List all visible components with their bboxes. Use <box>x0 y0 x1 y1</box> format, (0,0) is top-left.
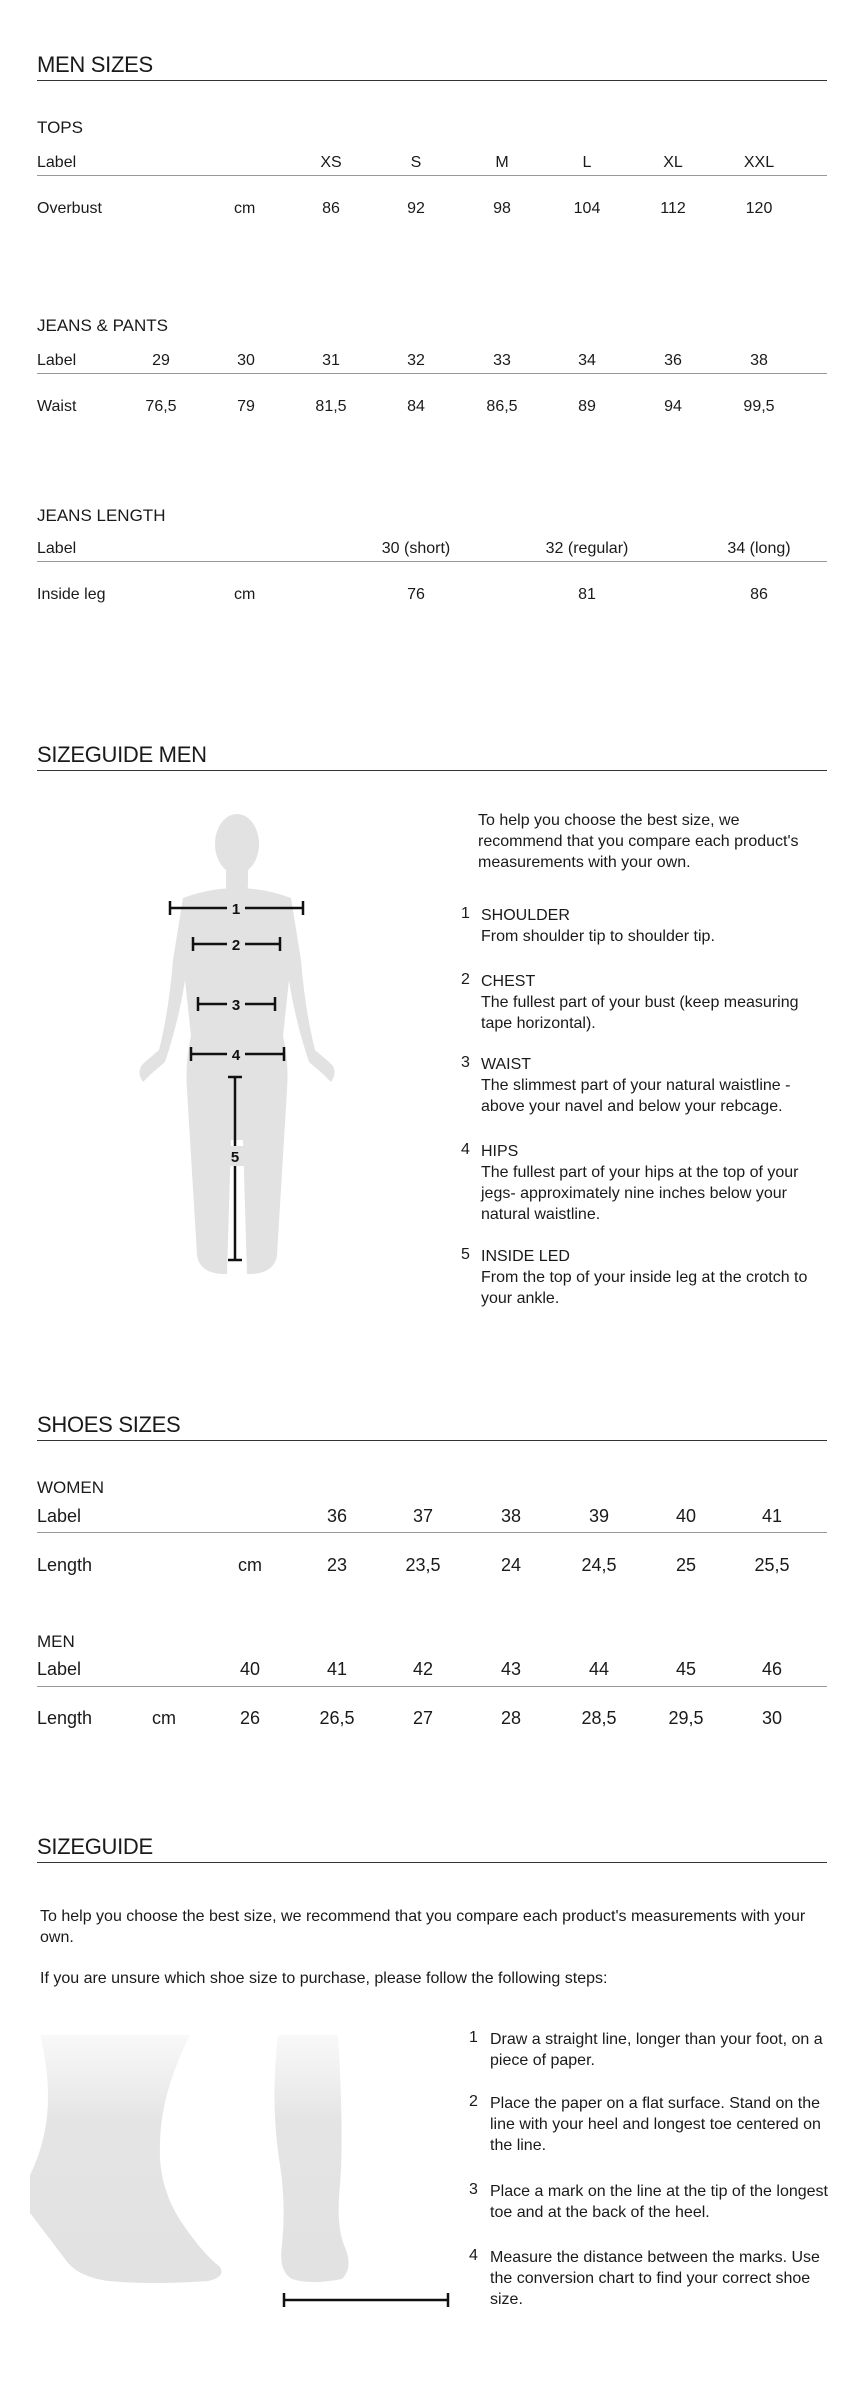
table-row-name: Length <box>37 1555 93 1575</box>
table-cell: 120 <box>745 200 773 217</box>
table-header-label: Label <box>37 1506 82 1526</box>
table-header-cell: L <box>582 154 592 171</box>
list-item-number: 2 <box>469 2093 478 2110</box>
list-item-number: 4 <box>469 2247 478 2264</box>
body-figure <box>125 800 355 1300</box>
table-cell: 25 <box>675 1555 697 1575</box>
list-item-desc: The fullest part of your hips at the top of your jegs- approximately nine inches below your natural waistline. <box>481 1164 799 1223</box>
table-header-cell: 32 (regular) <box>545 540 629 557</box>
list-item-number: 3 <box>461 1054 470 1071</box>
table-cell: 76 <box>407 586 425 603</box>
list-item-number: 4 <box>461 1141 470 1158</box>
table-cell: 29,5 <box>668 1708 704 1728</box>
table-header-cell: 43 <box>500 1659 522 1679</box>
table-header-cell: 36 <box>326 1506 348 1526</box>
table-header-cell: 34 <box>578 352 596 369</box>
table-row-name: Overbust <box>37 200 102 217</box>
table-divider <box>37 1686 827 1687</box>
table-row-name: Inside leg <box>37 586 106 603</box>
table-cell: 27 <box>412 1708 434 1728</box>
figure-mark-2: 2 <box>231 937 241 954</box>
table-header-cell: 46 <box>761 1659 783 1679</box>
table-cell: 92 <box>407 200 425 217</box>
table-row-unit: cm <box>152 1708 176 1728</box>
table-header-cell: 36 <box>664 352 682 369</box>
table-header-cell: 41 <box>761 1506 783 1526</box>
list-item: Draw a straight line, longer than your foot, on a piece of paper. <box>490 2031 823 2069</box>
table-header-label: Label <box>37 352 77 369</box>
table-header-cell: XL <box>663 154 683 171</box>
table-divider <box>37 373 827 374</box>
sizeguide-instructions: If you are unsure which shoe size to purchase, please follow the following steps: <box>40 1970 608 1987</box>
list-item <box>481 1246 829 1309</box>
table-divider <box>37 1532 827 1533</box>
feet-illustration <box>30 2035 460 2335</box>
table-row-unit: cm <box>234 586 256 603</box>
list-item-number: 2 <box>461 971 470 988</box>
table-header-cell: 40 <box>239 1659 261 1679</box>
figure-mark-3: 3 <box>231 997 241 1014</box>
table-cell: 76,5 <box>145 398 177 415</box>
table-header-cell: XS <box>320 154 342 171</box>
table-cell: 28 <box>500 1708 522 1728</box>
table-cell: 86 <box>322 200 340 217</box>
table-row-unit: cm <box>234 200 256 217</box>
list-item-title: HIPS <box>481 1143 519 1160</box>
table-cell: 81 <box>578 586 596 603</box>
list-item-desc: The slimmest part of your natural waistline - above your navel and below your rebcage. <box>481 1077 791 1115</box>
list-item-title: INSIDE LED <box>481 1248 570 1265</box>
table-header-cell: M <box>495 154 509 171</box>
table-header-cell: 34 (long) <box>727 540 791 557</box>
table-cell: 23 <box>326 1555 348 1575</box>
table-divider <box>37 561 827 562</box>
list-item-desc: The fullest part of your bust (keep measuring tape horizontal). <box>481 994 799 1032</box>
men-sizes-title: MEN SIZES <box>37 52 827 81</box>
table-cell: 28,5 <box>581 1708 617 1728</box>
table-header-cell: 40 <box>675 1506 697 1526</box>
list-item-desc: From the top of your inside leg at the crotch to your ankle. <box>481 1269 808 1307</box>
table-header-cell: 44 <box>588 1659 610 1679</box>
list-item <box>481 1054 829 1117</box>
list-item-number: 1 <box>461 905 470 922</box>
list-item <box>481 1141 829 1225</box>
list-item-title: SHOULDER <box>481 907 570 924</box>
table-cell: 24,5 <box>581 1555 617 1575</box>
table-header-cell: S <box>410 154 422 171</box>
list-item-number: 3 <box>469 2181 478 2198</box>
table-row-unit: cm <box>238 1555 262 1575</box>
shoes-sizes-title: SHOES SIZES <box>37 1412 827 1441</box>
table-cell: 86 <box>750 586 768 603</box>
table-divider <box>37 175 827 176</box>
figure-mark-4: 4 <box>231 1047 241 1064</box>
table-cell: 98 <box>493 200 511 217</box>
figure-mark-1: 1 <box>231 901 241 918</box>
table-header-cell: 37 <box>412 1506 434 1526</box>
table-header-cell: 38 <box>750 352 768 369</box>
table-cell: 26 <box>239 1708 261 1728</box>
table-row-name: Length <box>37 1708 93 1728</box>
table-cell: 23,5 <box>405 1555 441 1575</box>
list-item-title: CHEST <box>481 973 536 990</box>
table-cell: 30 <box>761 1708 783 1728</box>
list-item: Place a mark on the line at the tip of the longest toe and at the back of the heel. <box>490 2183 828 2221</box>
list-item <box>481 905 829 947</box>
table-header-cell: 32 <box>407 352 425 369</box>
table-header-cell: XXL <box>743 154 775 171</box>
table-cell: 104 <box>573 200 601 217</box>
table-header-cell: 31 <box>322 352 340 369</box>
table-cell: 24 <box>500 1555 522 1575</box>
table-cell: 89 <box>578 398 596 415</box>
table-header-cell: 29 <box>152 352 170 369</box>
list-item: Place the paper on a flat surface. Stand on the line with your heel and longest toe centered on the line. <box>490 2095 821 2154</box>
table-cell: 84 <box>407 398 425 415</box>
jeans-pants-title: JEANS & PANTS <box>37 316 168 335</box>
table-cell: 81,5 <box>315 398 347 415</box>
table-header-label: Label <box>37 1659 82 1679</box>
list-item: Measure the distance between the marks. Use the conversion chart to find your correct shoe size. <box>490 2249 820 2308</box>
table-header-cell: 38 <box>500 1506 522 1526</box>
table-cell: 99,5 <box>743 398 775 415</box>
list-item-title: WAIST <box>481 1056 532 1073</box>
table-cell: 94 <box>664 398 682 415</box>
table-cell: 86,5 <box>486 398 518 415</box>
list-item-number: 5 <box>461 1246 470 1263</box>
list-item-desc: From shoulder tip to shoulder tip. <box>481 928 715 945</box>
sizeguide-title: SIZEGUIDE <box>37 1834 827 1863</box>
women-title: WOMEN <box>37 1478 105 1497</box>
table-header-cell: 42 <box>412 1659 434 1679</box>
tops-title: TOPS <box>37 118 83 137</box>
sizeguide-intro: To help you choose the best size, we recommend that you compare each product's measurements with your own. <box>40 1908 806 1946</box>
table-cell: 112 <box>660 200 686 217</box>
sizeguide-men-title: SIZEGUIDE MEN <box>37 742 827 771</box>
sizeguide-men-intro: To help you choose the best size, we recommend that you compare each product's measurements with your own. <box>478 812 799 871</box>
table-header-cell: 41 <box>326 1659 348 1679</box>
men-title: MEN <box>37 1632 75 1651</box>
table-row-name: Waist <box>37 398 77 415</box>
figure-mark-5: 5 <box>230 1149 240 1166</box>
table-cell: 25,5 <box>754 1555 790 1575</box>
table-header-cell: 39 <box>588 1506 610 1526</box>
table-header-label: Label <box>37 540 77 557</box>
table-header-cell: 45 <box>675 1659 697 1679</box>
table-cell: 79 <box>237 398 255 415</box>
table-header-cell: 33 <box>493 352 511 369</box>
table-cell: 26,5 <box>319 1708 355 1728</box>
table-header-label: Label <box>37 154 77 171</box>
table-header-cell: 30 <box>237 352 255 369</box>
list-item <box>481 971 829 1034</box>
jeans-length-title: JEANS LENGTH <box>37 506 166 525</box>
list-item-number: 1 <box>469 2029 478 2046</box>
table-header-cell: 30 (short) <box>381 540 451 557</box>
